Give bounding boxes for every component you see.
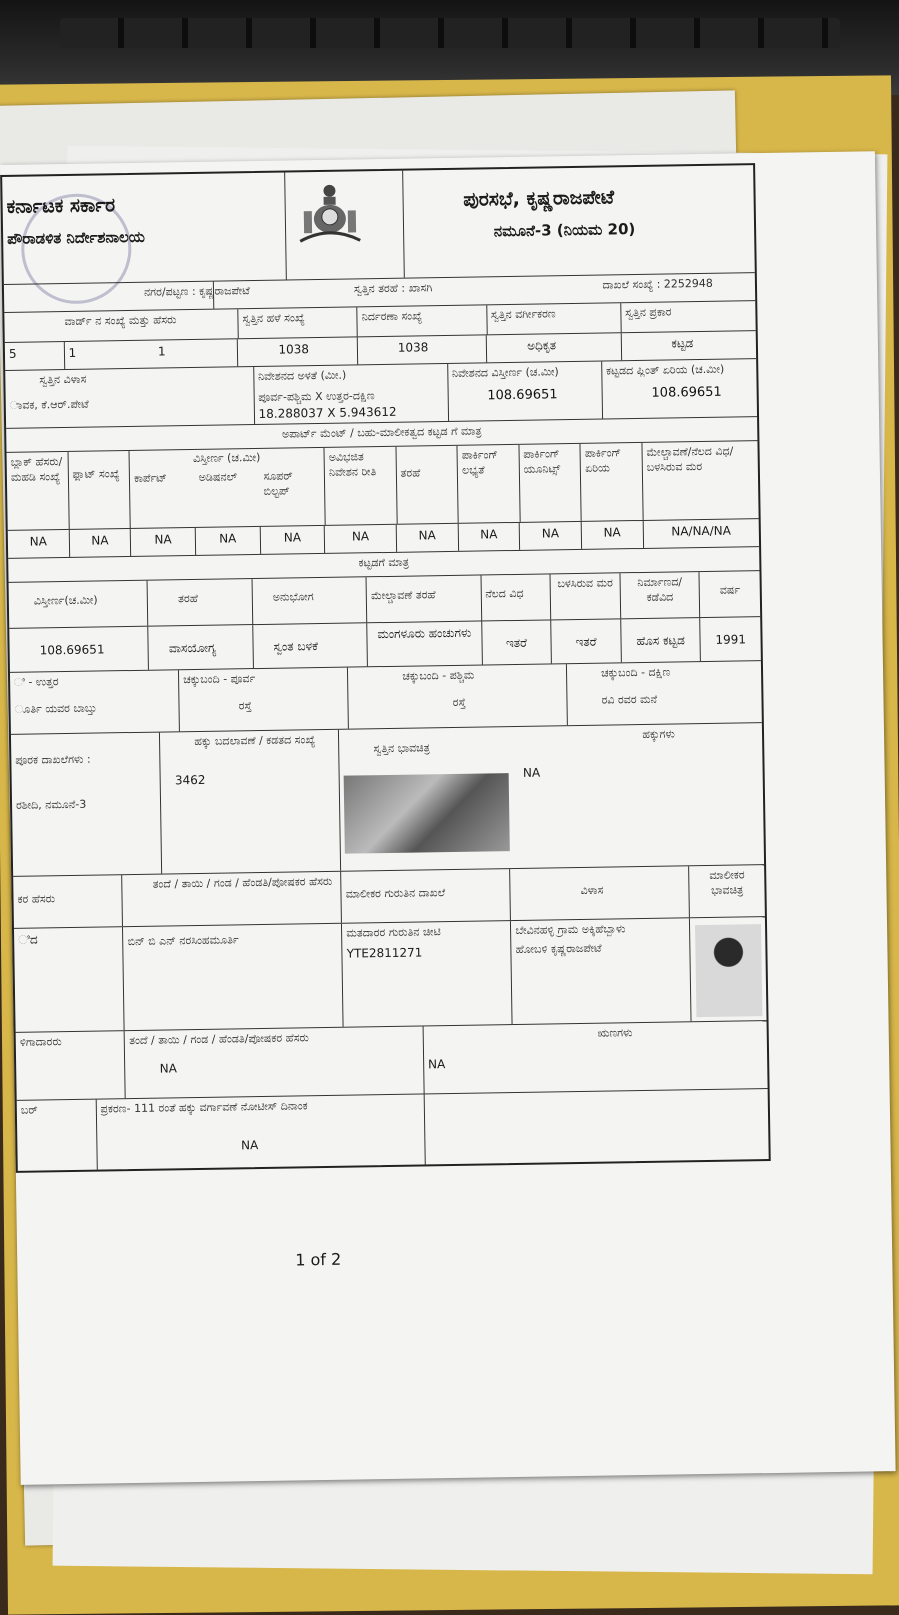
apt-block-header: ಬ್ಲಾಕ್ ಹೆಸರು/ ಮಹಡಿ ಸಂಖ್ಯೆ bbox=[7, 452, 70, 530]
apt-parking-units-header: ಪಾರ್ಕಿಂಗ್ ಯೂನಿಟ್ಸ್ bbox=[519, 444, 582, 522]
bld-usage-value: ಸ್ವಂತ ಬಳಕೆ bbox=[253, 623, 368, 668]
boundary-north bbox=[10, 670, 180, 734]
apartment-header-row bbox=[7, 441, 759, 531]
bld-wood-header: ಬಳಸಿರುವ ಮರ bbox=[551, 573, 621, 619]
bld-wood-value: ಇತರೆ bbox=[551, 619, 621, 663]
apartment-title: ಅಪಾರ್ಟ್ ಮೆಂಟ್ / ಬಹು-ಮಾಲೀಕತ್ವದ ಕಟ್ಟಡ ಗೆ ಮಾತ್ರ bbox=[281, 424, 482, 441]
owner-id-header: ಮಾಲೀಕರ ಗುರುತಿನ ದಾಖಲೆ bbox=[341, 869, 511, 923]
lease-relation-label: ತಂದೆ / ತಾಯಿ / ಗಂಡ / ಹೆಂಡತಿ/ಪೋಷಕರ ಹೆಸರು bbox=[129, 1031, 309, 1048]
assessment-number-value: 1038 bbox=[358, 335, 488, 364]
property-type-header: ಸ್ವತ್ತಿನ ಪ್ರಕಾರ bbox=[625, 305, 672, 320]
bld-floor-value: ಇತರೆ bbox=[482, 620, 552, 664]
owner-address-header: ವಿಳಾಸ bbox=[510, 866, 690, 920]
apt-additional-header: ಅಡಿಷನಲ್ bbox=[198, 470, 238, 484]
lease-holder-label: ಳಿಗಾದಾರರು bbox=[16, 1031, 126, 1100]
plinth-area-label: ಕಟ್ಟಡದ ಪ್ಲಿಂತ್ ಏರಿಯ (ಚ.ಮೀ) bbox=[606, 362, 725, 378]
owner-relation-value: ಬಿನ್ ಬಿ ಎನ್ ನರಸಿಂಹಮೂರ್ತಿ bbox=[123, 924, 343, 1030]
bld-area-header: ವಿಸ್ತೀರ್ಣ(ಚ.ಮೀ) bbox=[9, 581, 149, 628]
site-area-block bbox=[448, 362, 603, 421]
boundaries-row bbox=[10, 661, 762, 735]
ward-prefix: 5 bbox=[5, 342, 65, 370]
liabilities-value: NA bbox=[427, 1056, 446, 1072]
owner-id-type: ಮತದಾರರ ಗುರುತಿನ ಚೀಟಿ bbox=[346, 925, 441, 940]
owner-photo-cell bbox=[690, 917, 766, 1021]
bld-floor-header: ನೆಲದ ವಿಧ bbox=[481, 574, 551, 620]
property-photo-label: ಸ್ವತ್ತಿನ ಭಾವಚಿತ್ರ bbox=[373, 741, 430, 756]
bld-kind-header: ತರಹೆ bbox=[148, 579, 253, 626]
apt-additional-value: NA bbox=[196, 527, 261, 555]
apt-parking-units-value: NA bbox=[520, 522, 582, 550]
apt-kind-header: ತರಹೆ bbox=[396, 446, 459, 524]
lease-row bbox=[16, 1021, 768, 1101]
owner-address-block bbox=[511, 918, 692, 1024]
dimension-label: ನಿವೇಶನದ ಅಳತೆ (ಮೀ.) bbox=[257, 368, 347, 383]
owner-photo-header: ಮಾಲೀಕರ ಭಾವಚಿತ್ರ bbox=[709, 868, 745, 897]
lease-relation-value: NA bbox=[159, 1061, 177, 1076]
documents-row bbox=[11, 723, 764, 877]
property-form-grid bbox=[0, 163, 771, 1173]
site-area-label: ನಿವೇಶನದ ವಿಸ್ತೀರ್ಣ (ಚ.ಮೀ) bbox=[451, 365, 559, 380]
apt-roof-floor-value: NA/NA/NA bbox=[671, 523, 732, 539]
bld-year-header: ವರ್ಷ bbox=[719, 583, 741, 597]
address-block bbox=[5, 367, 255, 428]
bld-year-value: 1991 bbox=[715, 632, 747, 647]
bld-construction-value: ಹೊಸ ಕಟ್ಟಡ bbox=[621, 618, 701, 662]
boundary-east-value: ರಸ್ತೆ bbox=[238, 698, 252, 713]
classification-value: ಅಧಿಕೃತ bbox=[487, 333, 622, 362]
boundary-south-label: ಚಕ್ಕುಬಂದಿ - ದಕ್ಷಿಣ bbox=[601, 665, 671, 680]
owner-name-value: ಿದ bbox=[14, 927, 125, 1032]
page-number: 1 of 2 bbox=[295, 1249, 342, 1270]
owner-value-row bbox=[14, 917, 767, 1033]
apt-superbuilt-value: NA bbox=[260, 526, 325, 554]
bld-area-value: 108.69651 bbox=[9, 627, 149, 672]
bld-roof-value: ಮಂಗಳೂರು ಹಂಚುಗಳು bbox=[367, 621, 482, 666]
form-name: ನಮೂನೆ-3 (ನಿಯಮ 20) bbox=[493, 219, 636, 240]
liabilities-block bbox=[423, 1021, 767, 1093]
boundary-east bbox=[179, 668, 349, 732]
apt-flat-value: NA bbox=[69, 529, 131, 557]
bld-construction-header: ನಿರ್ಮಾಣದ/ ಕಡೆವಿದ bbox=[620, 572, 700, 618]
apt-undivided-value: NA bbox=[325, 525, 397, 553]
municipality-block bbox=[403, 165, 755, 277]
apt-superbuilt-header: ಸೂಪರ್ ಬಿಲ್ಟಪ್ bbox=[263, 469, 293, 498]
government-title: ಕರ್ನಾಟಕ ಸರ್ಕಾರ bbox=[6, 194, 116, 218]
classification-header: ಸ್ವತ್ತಿನ ವರ್ಗೀಕರಣ bbox=[487, 303, 622, 334]
property-kind-label: ಸ್ವತ್ತಿನ ತರಹೆ : ಖಾಸಗಿ bbox=[353, 281, 433, 296]
boundary-south-value: ರವಿ ರವರ ಮನೆ bbox=[601, 692, 658, 707]
ward-number: 1 bbox=[68, 345, 77, 360]
notice-row bbox=[17, 1089, 769, 1171]
property-photo bbox=[344, 773, 510, 854]
boundary-west-value: ರಸ್ತೆ bbox=[452, 695, 466, 709]
rights-label: ಹಕ್ಕುಗಳು bbox=[642, 727, 675, 741]
apt-undivided-header: ಅವಿಭಜಿತ ನಿವೇಶನ ರೀತಿ bbox=[325, 447, 398, 525]
ward-name: 1 bbox=[154, 339, 239, 367]
supporting-docs-value: ರಶೀದಿ, ನಮೂನೆ-3 bbox=[15, 797, 87, 812]
mutation-file-value: 3462 bbox=[174, 772, 206, 788]
header-row bbox=[2, 165, 755, 285]
address-value: ಾವಕ, ಕೆ.ಆರ್.ಪೇಟೆ bbox=[9, 397, 89, 412]
notice-label: ಪ್ರಕರಣ- 111 ರಂತೆ ಹಕ್ಕು ವರ್ಗಾವಣೆ ನೋಟೀಸ್ ದಿನಾಂಕ bbox=[100, 1099, 308, 1116]
apt-parking-area-header: ಪಾರ್ಕಿಂಗ್ ಏರಿಯ bbox=[581, 443, 644, 521]
property-photo-block bbox=[339, 727, 520, 871]
apt-roof-floor-header: ಮೇಲ್ಚಾವಣೆ/ನೆಲದ ವಿಧ/ಬಳಸಿರುವ ಮರ bbox=[646, 444, 734, 474]
apt-carpet-value: NA bbox=[131, 528, 196, 556]
old-number-header: ಸ್ವತ್ತಿನ ಹಳೆ ಸಂಖ್ಯೆ bbox=[238, 307, 358, 338]
apt-area-group bbox=[130, 448, 326, 528]
owner-name-header: ಕರ ಹೆಸರು bbox=[13, 875, 123, 928]
rights-block bbox=[518, 723, 764, 868]
apt-parking-avail-header: ಪಾರ್ಕಿಂಗ್ ಲಭ್ಯತೆ bbox=[458, 445, 521, 523]
keyboard-keys bbox=[60, 18, 840, 48]
notice-block bbox=[96, 1094, 425, 1169]
other-label: ಬರ್ bbox=[17, 1100, 98, 1171]
apt-parking-area-value: NA bbox=[582, 521, 644, 549]
dimension-axes: ಪೂರ್ವ-ಪಶ್ಚಿಮ X ಉತ್ತರ-ದಕ್ಷಿಣ bbox=[258, 388, 375, 404]
old-number-value: 1038 bbox=[238, 337, 358, 366]
property-document-page bbox=[0, 151, 896, 1485]
apt-block-value: NA bbox=[8, 530, 70, 558]
apt-parking-avail-value: NA bbox=[458, 523, 520, 551]
mutation-file bbox=[160, 730, 341, 874]
boundary-east-label: ಚಕ್ಕುಬಂದಿ - ಪೂರ್ವ bbox=[183, 672, 256, 687]
property-type-value: ಕಟ್ಟಡ bbox=[671, 336, 694, 351]
liabilities-label: ಋಣಗಳು bbox=[597, 1026, 633, 1040]
dimension-block bbox=[254, 364, 449, 424]
owner-portrait bbox=[695, 924, 762, 1017]
dimension-value: 18.288037 X 5.943612 bbox=[258, 404, 397, 421]
apt-area-group-label: ವಿಸ್ತೀರ್ಣ (ಚ.ಮೀ) bbox=[193, 450, 261, 466]
lease-relation-block bbox=[125, 1026, 424, 1098]
assessment-number-header: ನಿರ್ದರಣಾ ಸಂಖ್ಯೆ bbox=[358, 305, 488, 336]
notice-blank bbox=[424, 1089, 768, 1164]
boundary-west bbox=[348, 664, 568, 728]
supporting-docs-label: ಪೂರಕ ದಾಖಲೆಗಳು : bbox=[15, 752, 91, 767]
owner-relation-header: ತಂದೆ / ತಾಯಿ / ಗಂಡ / ಹೆಂಡತಿ/ಪೋಷಕರ ಹೆಸರು bbox=[123, 872, 343, 926]
address-label: ಸ್ವತ್ತಿನ ವಿಳಾಸ bbox=[39, 372, 87, 387]
directorate-title: ಪೌರಾಡಳಿತ ನಿರ್ದೇಶನಾಲಯ bbox=[7, 227, 145, 248]
government-block bbox=[2, 173, 287, 284]
plinth-area-value: 108.69651 bbox=[651, 384, 722, 401]
ward-header: ವಾರ್ಡ್ ನ ಸಂಖ್ಯೆ ಮತ್ತು ಹೆಸರು bbox=[4, 309, 238, 342]
apt-kind-value: NA bbox=[397, 524, 459, 552]
entry-number: ದಾಖಲೆ ಸಂಖ್ಯೆ : 2252948 bbox=[602, 276, 713, 292]
bld-roof-header: ಮೇಲ್ಚಾವಣೆ ತರಹೆ bbox=[367, 575, 482, 622]
site-area-value: 108.69651 bbox=[487, 387, 558, 404]
apt-flat-header: ಫ್ಲಾಟ್ ಸಂಖ್ಯೆ bbox=[68, 451, 131, 529]
boundary-west-label: ಚಕ್ಕುಬಂದಿ - ಪಶ್ಚಿಮ bbox=[402, 668, 475, 683]
bld-kind-value: ವಾಸಯೋಗ್ಯ bbox=[149, 625, 254, 670]
rights-value: NA bbox=[522, 765, 541, 780]
boundary-north-value: ೂರ್ತಿ ಯವರ ಬಾಬ್ತು bbox=[14, 701, 97, 716]
owner-address-line1: ಬೇವಿನಹಳ್ಳಿ ಗ್ರಾಮ ಅಕ್ಕಿಹೆಬ್ಬಾಳು bbox=[515, 922, 626, 937]
mutation-file-label: ಹಕ್ಕು ಬದಲಾವಣೆ / ಕಡತದ ಸಂಖ್ಯೆ bbox=[194, 733, 316, 749]
building-title: ಕಟ್ಟಡಗೆ ಮಾತ್ರ bbox=[358, 555, 410, 570]
supporting-docs bbox=[11, 733, 162, 876]
boundary-north-label: ಿ - ಉತ್ತರ bbox=[14, 675, 59, 689]
owner-id-block bbox=[342, 921, 513, 1027]
owner-address-line2: ಹೋಬಳಿ ಕೃಷ್ಣರಾಜಪೇಟೆ bbox=[515, 941, 602, 956]
boundary-south bbox=[567, 661, 762, 725]
plinth-area-block bbox=[602, 359, 757, 418]
emblem-block bbox=[286, 171, 405, 280]
municipality-title: ಪುರಸಭೆ, ಕೃಷ್ಣರಾಜಪೇಟೆ bbox=[463, 186, 615, 211]
bld-usage-header: ಅನುಭೋಗ bbox=[252, 577, 367, 624]
notice-value: NA bbox=[240, 1137, 259, 1153]
apt-carpet-header: ಕಾರ್ಪೆಟ್ bbox=[133, 471, 167, 485]
owner-id-number: YTE2811271 bbox=[346, 945, 423, 961]
town-label: ನಗರ/ಪಟ್ಟಣ : ಕೃಷ್ಣರಾಜಪೇಟೆ bbox=[4, 282, 214, 312]
karnataka-emblem-icon bbox=[290, 180, 371, 249]
